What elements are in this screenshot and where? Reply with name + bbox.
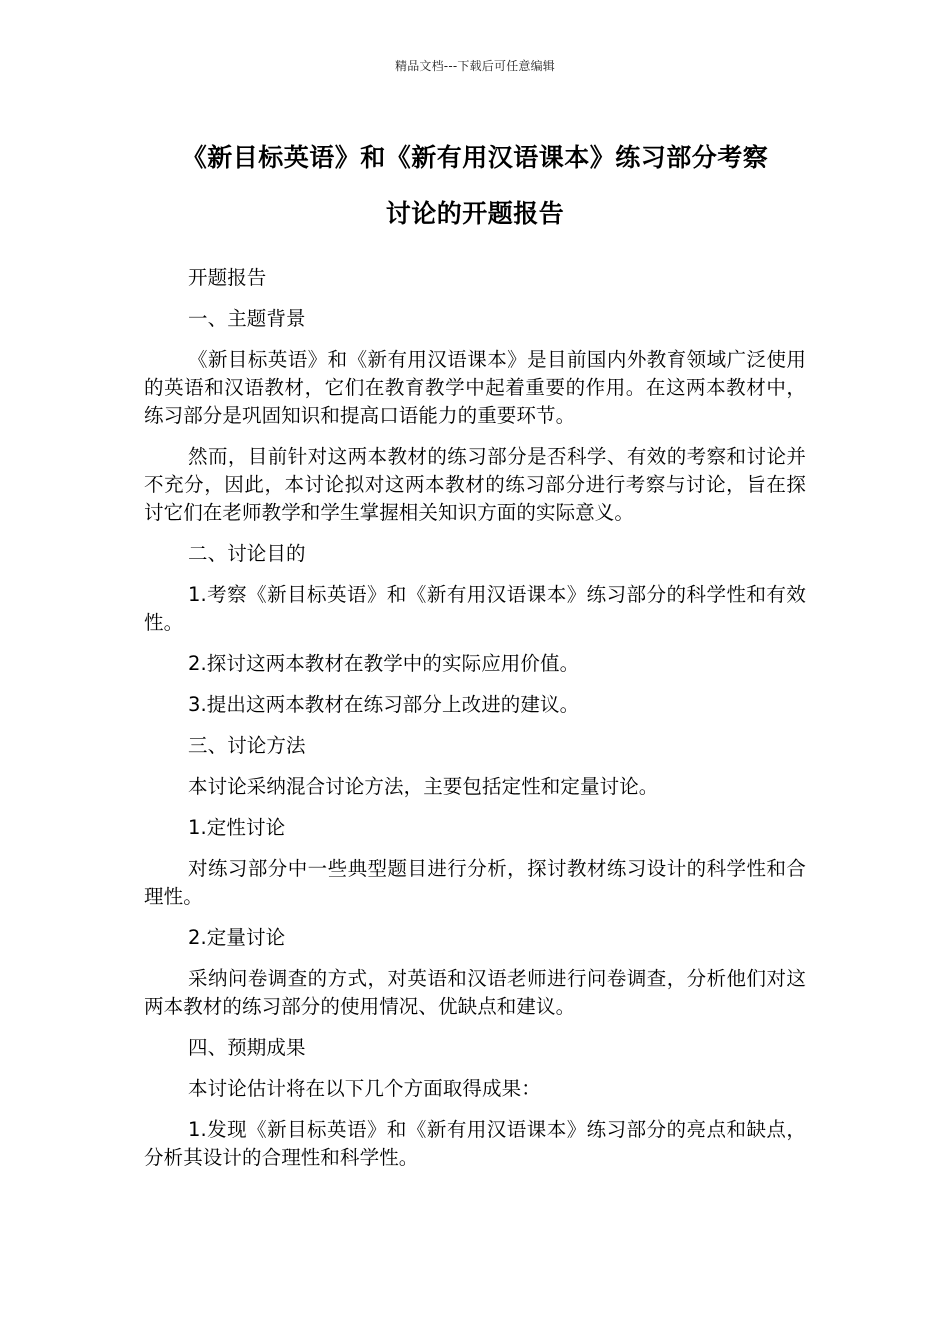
paragraph: 然而，目前针对这两本教材的练习部分是否科学、有效的考察和讨论并不充分，因此，本讨论拟对这两本教材的练习部分进行考察与讨论，旨在探讨它们在老师教学和学生掌握相关知识方面的实际意义。 xyxy=(144,445,806,524)
paragraph: 本讨论采纳混合讨论方法，主要包括定性和定量讨论。 xyxy=(188,775,659,798)
list-item: 1.考察《新目标英语》和《新有用汉语课本》练习部分的科学性和有效性。 xyxy=(144,583,806,634)
paragraph: 本讨论估计将在以下几个方面取得成果： xyxy=(188,1077,541,1100)
section-heading-purpose: 二、讨论目的 xyxy=(188,542,306,565)
paragraph: 对练习部分中一些典型题目进行分析，探讨教材练习设计的科学性和合理性。 xyxy=(144,857,806,908)
section-heading-background: 一、主题背景 xyxy=(188,307,306,330)
paragraph-report-label: 开题报告 xyxy=(188,266,267,289)
list-item: 1.发现《新目标英语》和《新有用汉语课本》练习部分的亮点和缺点，分析其设计的合理性和科学性。 xyxy=(144,1118,806,1169)
document-body xyxy=(144,264,806,1185)
subheading-quantitative: 2.定量讨论 xyxy=(188,926,286,949)
list-item: 2.探讨这两本教材在教学中的实际应用价值。 xyxy=(188,652,580,675)
header-note: 精品文档---下载后可任意编辑 xyxy=(395,59,555,73)
paragraph: 采纳问卷调查的方式，对英语和汉语老师进行问卷调查，分析他们对这两本教材的练习部分的使用情况、优缺点和建议。 xyxy=(144,967,806,1018)
list-item: 3.提出这两本教材在练习部分上改进的建议。 xyxy=(188,693,580,716)
section-heading-outcomes: 四、预期成果 xyxy=(188,1036,306,1059)
section-heading-method: 三、讨论方法 xyxy=(188,734,306,757)
title-line-2: 讨论的开题报告 xyxy=(385,199,565,228)
title-line-1: 《新目标英语》和《新有用汉语课本》练习部分考察 xyxy=(181,143,769,172)
subheading-qualitative: 1.定性讨论 xyxy=(188,816,286,839)
document-title xyxy=(135,130,815,242)
paragraph: 《新目标英语》和《新有用汉语课本》是目前国内外教育领域广泛使用的英语和汉语教材，它们在教育教学中起着重要的作用。在这两本教材中，练习部分是巩固知识和提高口语能力的重要环节。 xyxy=(144,348,806,427)
